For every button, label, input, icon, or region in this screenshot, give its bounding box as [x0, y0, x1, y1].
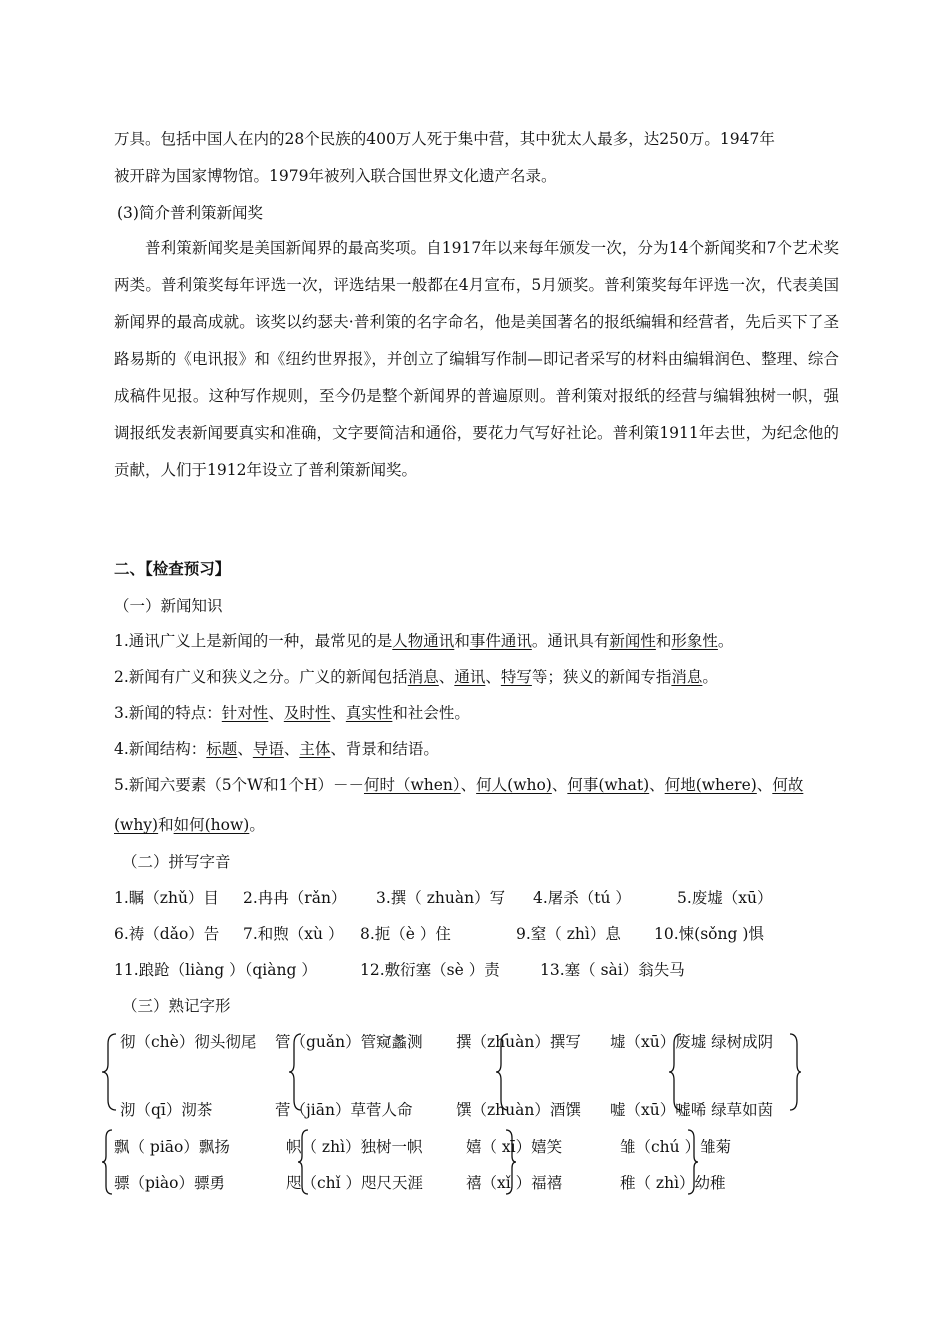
pinyin-item: 3.撰（ zhuàn）写: [376, 889, 506, 907]
pinyin-item: 7.和煦（xù ）: [243, 925, 344, 943]
pinyin-item: 5.废墟（xū）: [677, 889, 773, 907]
char-group-4-bottom: 嘘（xū）嘘唏 绿草如茵: [610, 1101, 774, 1119]
news-q1: 1.通讯广义上是新闻的一种，最常见的是人物通讯和事件通讯。通讯具有新闻性和形象性。: [114, 632, 734, 650]
char-group-8-top: 雏（chú ）雏菊: [620, 1138, 732, 1156]
char-group-5-top: 飘（ piāo）飘扬: [114, 1138, 230, 1156]
news-q5: 5.新闻六要素（5个W和1个H）－－何时（when）、何人(who)、何事(what)、何地(where)、何故: [114, 776, 804, 794]
news-q3: 3.新闻的特点：针对性、及时性、真实性和社会性。: [114, 704, 470, 722]
char-group-6-bottom: 咫（chǐ ）咫尺天涯: [286, 1174, 424, 1192]
char-group-2-top: 管（guǎn）管窥蠡测: [275, 1033, 423, 1051]
char-group-3-top: 撰（zhuàn）撰写: [456, 1033, 581, 1051]
char-group-8-bottom: 稚（ zhì）幼稚: [620, 1174, 726, 1192]
char-group-3-bottom: 馔（zhuàn）酒馔: [456, 1101, 581, 1119]
intro-line-2: 被开辟为国家博物馆。1979年被列入联合国世界文化遗产名录。: [114, 167, 557, 185]
pinyin-item: 6.祷（dǎo）告: [114, 925, 220, 943]
pinyin-heading: （二）拼写字音: [122, 853, 231, 871]
characters-heading: （三）熟记字形: [122, 997, 231, 1015]
right-brace-icon: [788, 1032, 802, 1112]
pinyin-item: 8.扼（è ）住: [360, 925, 451, 943]
pinyin-item: 1.瞩（zhǔ）目: [114, 889, 219, 907]
pinyin-item: 11.踉跄（liàng ）（qiàng ）: [114, 961, 317, 979]
char-group-4-top: 墟（xū）废墟 绿树成阴: [610, 1033, 774, 1051]
pinyin-item: 4.屠杀（tú ）: [533, 889, 631, 907]
pinyin-item: 9.窒（ zhì）息: [516, 925, 621, 943]
char-group-6-top: 帜（ zhì）独树一帜: [286, 1138, 423, 1156]
left-brace-icon: [100, 1032, 118, 1112]
pinyin-item: 13.塞（ sài）翁失马: [540, 961, 685, 979]
char-group-2-bottom: 菅（jiān）草菅人命: [275, 1101, 413, 1119]
pulitzer-subheading: (3)简介普利策新闻奖: [117, 204, 263, 222]
char-group-7-top: 嬉（ xī）嬉笑: [466, 1138, 563, 1156]
pinyin-item: 10.悚(sǒng )惧: [654, 925, 764, 943]
news-q4: 4.新闻结构：标题、导语、主体、背景和结语。: [114, 740, 439, 758]
news-knowledge-heading: （一）新闻知识: [114, 597, 223, 615]
char-group-7-bottom: 禧（xǐ ）福禧: [466, 1174, 563, 1192]
section-title-check-preview: 二、【检查预习】: [114, 559, 231, 578]
pinyin-item: 12.敷衍塞（sè ）责: [360, 961, 500, 979]
char-group-5-bottom: 骠（piào）骠勇: [114, 1174, 225, 1192]
left-brace-icon: [100, 1128, 114, 1196]
char-group-1-bottom: 沏（qī）沏茶: [120, 1101, 213, 1119]
pinyin-item: 2.冉冉（rǎn）: [243, 889, 347, 907]
news-q5-cont: (why)和如何(how)。: [114, 816, 265, 834]
char-group-1-top: 彻（chè）彻头彻尾: [120, 1033, 257, 1051]
pulitzer-paragraph: [114, 230, 839, 489]
intro-line-1: 万具。包括中国人在内的28个民族的400万人死于集中营，其中犹太人最多，达250万。1947年: [114, 130, 775, 148]
pulitzer-text: 普利策新闻奖是美国新闻界的最高奖项。自1917年以来每年颁发一次，分为14个新闻奖和7个艺术奖两类。普利策奖每年评选一次，评选结果一般都在4月宣布，5月颁奖。普利策奖每年评选一次，代表美国新闻界的最高成就。该奖以约瑟夫·普利策的名字命名，他是美国著名的报纸编辑和经营者，先后买下了圣路易斯的《电讯报》和《纽约世界报》，并创立了编辑写作制—即记者采写的材料由编辑润色、整理、综合成稿件见报。这种写作规则，至今仍是整个新闻界的普遍原则。普利策对报纸的经营与编辑独树一帜，强调报纸发表新闻要真实和准确，文字要简洁和通俗，要花力气写好社论。普利策1911年去世，为纪念他的贡献，人们于1912年设立了普利策新闻奖。: [114, 239, 839, 479]
news-q2: 2.新闻有广义和狭义之分。广义的新闻包括消息、通讯、特写等；狭义的新闻专指消息。: [114, 668, 718, 686]
